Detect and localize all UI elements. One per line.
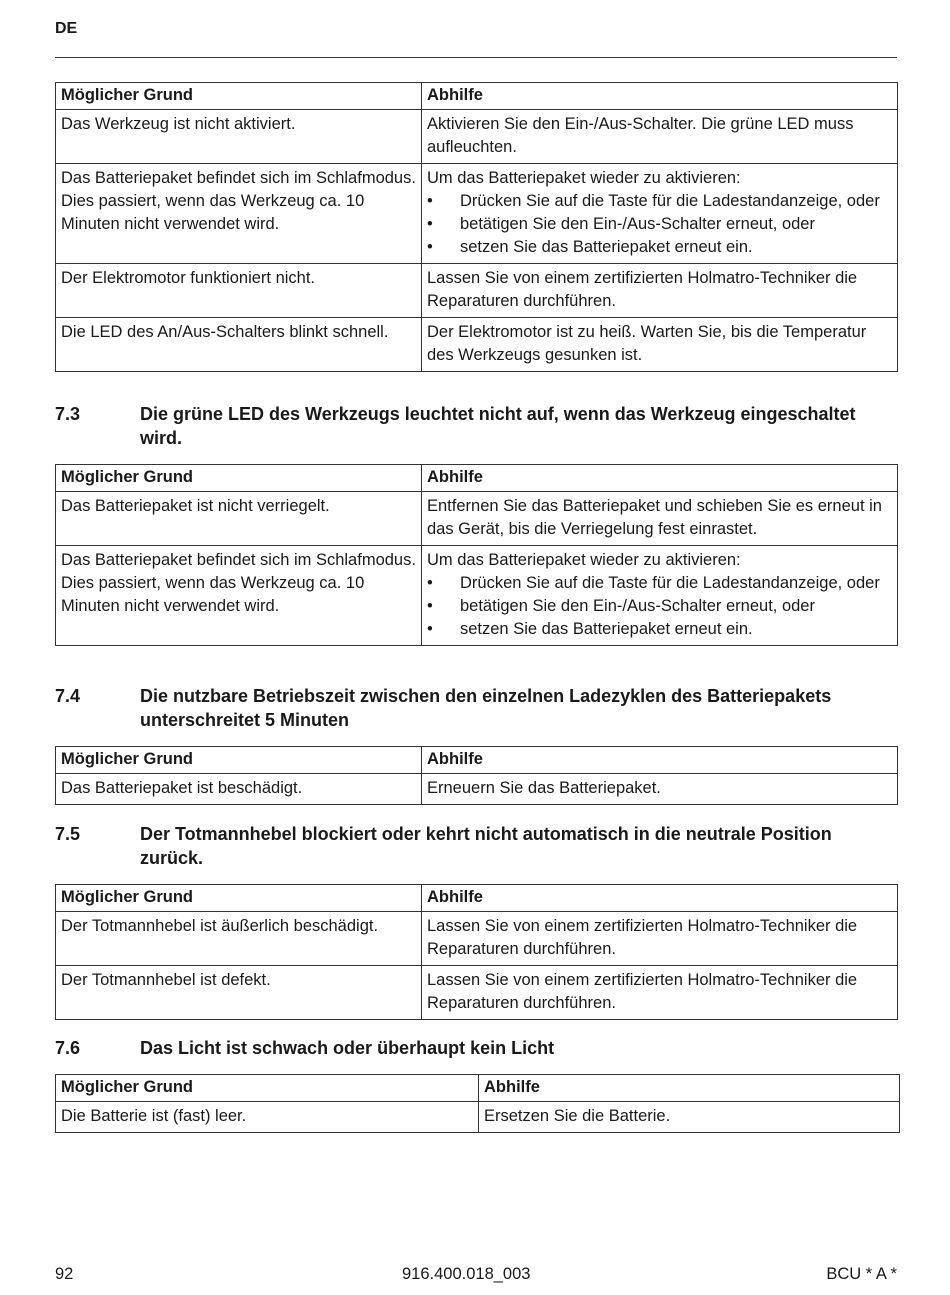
table-row [56,110,898,164]
cause-cell: Das Werkzeug ist nicht aktiviert. [56,110,422,164]
cause-cell: Der Totmannhebel ist defekt. [56,966,422,1020]
section-title: Die nutzbare Betriebszeit zwischen den einzelnen Ladezyklen des Batteriepakets unterschreitet 5 Minuten [140,686,832,730]
troubleshooting-table-5 [55,1074,900,1133]
remedy-intro: Um das Batteriepaket wieder zu aktivieren: [427,169,741,187]
remedy-bullet: • betätigen Sie den Ein-/Aus-Schalter erneut, oder [427,595,892,618]
section-number: 7.6 [55,1038,81,1058]
table-row [56,546,898,646]
table-row [56,164,898,264]
column-header-cause: Möglicher Grund [56,885,422,912]
table-row [56,492,898,546]
table-row [56,966,898,1020]
section-number: 7.3 [55,404,81,424]
table-header-row [56,465,898,492]
remedy-cell: Der Elektromotor ist zu heiß. Warten Sie, bis die Temperatur des Werkzeugs gesunken ist. [422,318,898,372]
remedy-bullet: • setzen Sie das Batteriepaket erneut ein. [427,618,892,641]
remedy-intro: Um das Batteriepaket wieder zu aktivieren: [427,551,741,569]
column-header-remedy: Abhilfe [422,465,898,492]
troubleshooting-table-3 [55,746,898,805]
cause-cell: Der Totmannhebel ist äußerlich beschädigt. [56,912,422,966]
section-title: Der Totmannhebel blockiert oder kehrt nicht automatisch in die neutrale Position zurück. [140,824,832,868]
section-number: 7.5 [55,824,81,844]
remedy-cell: Aktivieren Sie den Ein-/Aus-Schalter. Die grüne LED muss aufleuchten. [422,110,898,164]
troubleshooting-table-4 [55,884,898,1020]
table-row [56,318,898,372]
table-header-row [56,83,898,110]
table-header-row [56,885,898,912]
page-number: 92 [55,1265,74,1283]
remedy-cell: Erneuern Sie das Batteriepaket. [422,774,898,805]
remedy-bullet: • betätigen Sie den Ein-/Aus-Schalter erneut, oder [427,213,892,236]
column-header-remedy: Abhilfe [479,1075,900,1102]
remedy-bullet: • setzen Sie das Batteriepaket erneut ein. [427,236,892,259]
header-rule [55,57,897,58]
table-header-row [56,747,898,774]
cause-cell: Die Batterie ist (fast) leer. [56,1102,479,1133]
column-header-remedy: Abhilfe [422,747,898,774]
remedy-cell: Lassen Sie von einem zertifizierten Holmatro-Techniker die Reparaturen durchführen. [422,966,898,1020]
section-number: 7.4 [55,686,81,706]
remedy-bullet: • Drücken Sie auf die Taste für die Ladestandanzeige, oder [427,190,892,213]
remedy-cell: Lassen Sie von einem zertifizierten Holmatro-Techniker die Reparaturen durchführen. [422,264,898,318]
troubleshooting-table-1 [55,82,898,372]
column-header-cause: Möglicher Grund [56,83,422,110]
cause-cell: Das Batteriepaket befindet sich im Schlafmodus. Dies passiert, wenn das Werkzeug ca. 10 Minuten nicht verwendet wird. [56,546,422,646]
column-header-cause: Möglicher Grund [56,465,422,492]
cause-cell: Die LED des An/Aus-Schalters blinkt schnell. [56,318,422,372]
section-title: Das Licht ist schwach oder überhaupt kein Licht [140,1038,555,1058]
column-header-cause: Möglicher Grund [56,1075,479,1102]
table-row [56,264,898,318]
cause-cell: Das Batteriepaket befindet sich im Schlafmodus. Dies passiert, wenn das Werkzeug ca. 10 Minuten nicht verwendet wird. [56,164,422,264]
troubleshooting-table-2 [55,464,898,646]
table-row [56,774,898,805]
remedy-bullet: • Drücken Sie auf die Taste für die Ladestandanzeige, oder [427,572,892,595]
section-title: Die grüne LED des Werkzeugs leuchtet nicht auf, wenn das Werkzeug eingeschaltet wird. [140,404,856,448]
remedy-cell: Ersetzen Sie die Batterie. [479,1102,900,1133]
model-designation: BCU * A * [826,1265,897,1283]
remedy-cell: Entfernen Sie das Batteriepaket und schieben Sie es erneut in das Gerät, bis die Verriegelung fest einrastet. [422,492,898,546]
table-header-row [56,1075,900,1102]
remedy-cell: Lassen Sie von einem zertifizierten Holmatro-Techniker die Reparaturen durchführen. [422,912,898,966]
column-header-cause: Möglicher Grund [56,747,422,774]
remedy-cell [422,546,898,646]
language-code: DE [55,20,78,37]
cause-cell: Das Batteriepaket ist beschädigt. [56,774,422,805]
remedy-bullet-list [427,190,892,259]
document-number: 916.400.018_003 [402,1265,531,1283]
remedy-cell [422,164,898,264]
column-header-remedy: Abhilfe [422,83,898,110]
cause-cell: Der Elektromotor funktioniert nicht. [56,264,422,318]
table-row [56,912,898,966]
cause-cell: Das Batteriepaket ist nicht verriegelt. [56,492,422,546]
remedy-bullet-list [427,572,892,641]
column-header-remedy: Abhilfe [422,885,898,912]
table-row [56,1102,900,1133]
